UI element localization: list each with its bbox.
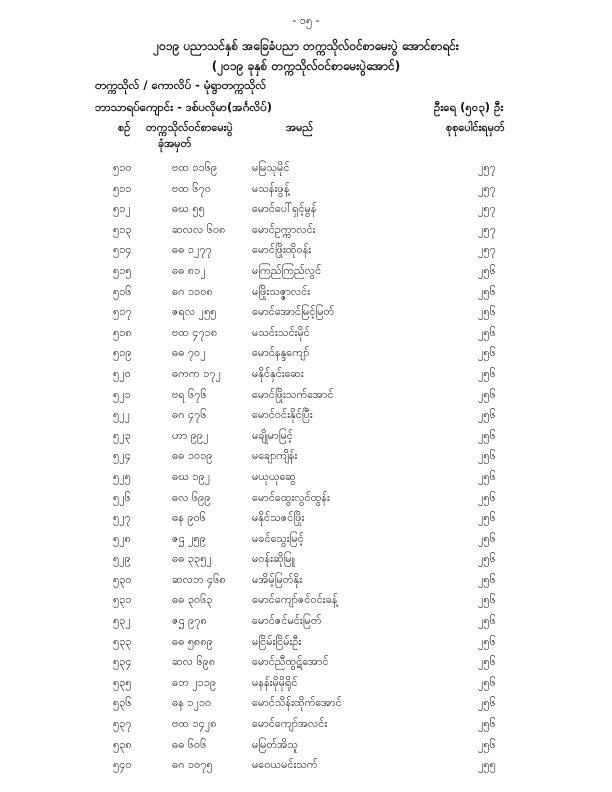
row-marks: ၂၅၆ <box>478 490 496 504</box>
table-row <box>0 220 612 241</box>
table-row <box>0 570 612 591</box>
document-subtitle: (၂၀၁၉ ခုနှစ် တက္ကသိုလ်ဝင်စာမေးပွဲအောင်) <box>211 59 401 73</box>
row-marks: ၂၅၆ <box>478 325 496 339</box>
row-name: မသန်းဖွန့် <box>252 181 290 195</box>
table-row <box>0 632 612 653</box>
column-header-no: စဉ် <box>118 121 131 134</box>
subject-label: ဘာသာရပ်ကျောင်း - ဒစ်ပလိုမာ(အင်္ဂလိပ်) <box>95 100 273 114</box>
row-name: မောင်ဝင်းနိုင်ပြီး <box>252 408 313 422</box>
row-name: မောင်နန္ဒကျော် <box>252 346 310 360</box>
row-registration: ဓဓ ၁၂၇၇ <box>172 243 212 257</box>
table-row <box>0 693 612 714</box>
row-marks: ၂၅၆ <box>478 387 496 401</box>
row-marks: ၂၅၆ <box>478 366 496 380</box>
row-registration: ဓန ၁၂၁၀ <box>172 696 212 710</box>
row-marks: ၂၅၅ <box>478 758 496 772</box>
row-name: မနိုင်နှင်းဆေး <box>252 366 304 380</box>
row-registration: ဗထ ၆၇၀ <box>172 181 211 195</box>
row-number: ၅၂၁ <box>113 387 131 401</box>
row-registration: ဓလ ၆၉၉ <box>172 490 211 504</box>
row-registration: ဆလလ ၆၀၈ <box>172 222 226 236</box>
document-title: ၂၀၁၉ ပညာသင်နှစ် အခြေခံပညာ တက္ကသိုလ်ဝင်စာမေးပွဲ အောင်စာရင်း <box>153 39 459 53</box>
row-number: ၅၃၇ <box>113 717 132 731</box>
row-marks: ၂၅၆ <box>478 737 496 751</box>
row-name: မသင်းသင်းမိုင် <box>252 325 310 339</box>
row-number: ၅၁၈ <box>113 325 132 339</box>
table-row <box>0 426 612 447</box>
table-row <box>0 467 612 488</box>
row-number: ၅၂၅ <box>113 469 131 483</box>
row-name: မောင်ဇင်မင်းမြတ် <box>252 614 322 628</box>
table-row <box>0 343 612 364</box>
row-marks: ၂၅၆ <box>478 346 496 360</box>
table-row <box>0 158 612 179</box>
row-number: ၅၁၉ <box>113 346 132 360</box>
table-row <box>0 673 612 694</box>
table-row <box>0 302 612 323</box>
row-registration: ဓကက ၁၇၂ <box>172 366 221 380</box>
column-header-name: အမည် <box>286 121 314 134</box>
row-marks: ၂၅၆ <box>478 593 496 607</box>
row-marks: ၂၅၆ <box>478 449 496 463</box>
table-row <box>0 652 612 673</box>
row-marks: ၂၅၆ <box>478 305 496 319</box>
row-name: မခင်သွေးမြင့် <box>252 531 304 545</box>
table-row <box>0 405 612 426</box>
row-registration: ဓဓ ၆၀၆ <box>172 737 207 751</box>
row-number: ၅၁၄ <box>113 243 132 257</box>
row-marks: ၂၅၇ <box>478 243 496 257</box>
row-registration: ဆလဘ ၄၆၈ <box>172 572 226 586</box>
row-registration: ဗထ ၁၁၆၉ <box>172 161 218 174</box>
row-name: မနိုင်သဇင်ဖြိုး <box>252 511 305 525</box>
row-registration: ဇရလ ၂၅၅ <box>172 305 217 319</box>
table-row <box>0 590 612 611</box>
row-name: မောင်ဖြိုးထိုဝန်း <box>252 243 312 257</box>
row-number: ၅၃၄ <box>113 655 132 669</box>
row-registration: ဓဓ ၇၀၂ <box>172 346 206 360</box>
row-name: မဝန်းဆိုမြူ <box>252 552 295 566</box>
row-name: မောင်ညီထွဋ်အောင် <box>252 655 329 669</box>
row-registration: ဓဘ ၂၁၁၉ <box>172 675 217 689</box>
row-marks: ၂၅၆ <box>478 696 496 710</box>
row-number: ၅၃၃ <box>113 634 132 648</box>
row-marks: ၂၅၆ <box>478 717 496 731</box>
row-number: ၅၂၈ <box>113 531 131 545</box>
table-row <box>0 755 612 776</box>
table-row <box>0 446 612 467</box>
row-registration: ဓဃ ၁၉၂ <box>172 469 211 483</box>
row-number: ၅၃၀ <box>113 572 132 586</box>
row-name: မချောကျိန်း <box>252 449 298 463</box>
column-header-reg: တက္ကသိုလ်ဝင်စာမေးပွဲ <box>146 121 233 134</box>
table-row <box>0 508 612 529</box>
row-marks: ၂၅၆ <box>478 511 496 525</box>
row-registration: ဓဂ ၁၀၇၅ <box>172 758 213 772</box>
table-row <box>0 323 612 344</box>
row-marks: ၂၅၆ <box>478 572 496 586</box>
row-name: မောင်အောင်မြင့်မြတ် <box>252 305 335 319</box>
row-number: ၅၃၅ <box>113 675 132 689</box>
row-registration: ဓဃ ၅၅ <box>172 202 205 216</box>
row-registration: ဗထ ၁၄၂၈ <box>172 717 217 731</box>
row-registration: ဓဂ ၁၁၀၈ <box>172 284 213 298</box>
row-marks: ၂၅၆ <box>478 634 496 648</box>
row-name: မကြည်ကြည်လွင် <box>252 263 322 277</box>
row-number: ၅၁၃ <box>113 222 132 236</box>
row-name: မမြသုမိုင် <box>252 161 290 174</box>
row-number: ၅၃၂ <box>113 614 131 628</box>
row-number: ၅၂၆ <box>113 490 131 504</box>
row-number: ၅၄၀ <box>113 758 132 772</box>
table-row <box>0 199 612 220</box>
row-registration: ဓဂ ၄၇၆ <box>172 408 207 422</box>
row-number: ၅၁၇ <box>113 305 132 319</box>
row-marks: ၂၅၆ <box>478 614 496 628</box>
table-row <box>0 282 612 303</box>
row-registration: ဟာ ၉၉၂ <box>172 428 209 442</box>
column-header-marks: စုစုပေါင်းရမှတ် <box>446 121 505 134</box>
row-number: ၅၁၀ <box>113 161 132 174</box>
row-marks: ၂၅၆ <box>478 263 496 277</box>
row-number: ၅၃၁ <box>113 593 132 607</box>
row-name: မောင်ပေါ်ရှင့်မွန် <box>252 202 317 216</box>
table-row <box>0 261 612 282</box>
row-name: မငြိမ်းငြိမ်းဦး <box>252 634 302 648</box>
row-name: မောင်ဖြိုးသက်အောင် <box>252 387 334 401</box>
row-marks: ၂၅၆ <box>478 284 496 298</box>
row-name: မအိမ့်မြတ်နိုး <box>252 572 302 586</box>
row-number: ၅၁၆ <box>113 284 132 298</box>
row-marks: ၂၅၆ <box>478 408 496 422</box>
row-number: ၅၁၅ <box>113 263 132 277</box>
row-registration: ဓဓ ၃၃၅၂ <box>172 552 212 566</box>
table-row <box>0 611 612 632</box>
row-registration: ဇဌ ၂၅၉ <box>172 531 206 545</box>
table-row <box>0 714 612 735</box>
row-marks: ၂၅၆ <box>478 428 496 442</box>
row-marks: ၂၅၆ <box>478 675 496 689</box>
table-row <box>0 179 612 200</box>
row-marks: ၂၅၆ <box>478 655 496 669</box>
row-marks: ၂၅၇ <box>478 202 496 216</box>
table-row <box>0 529 612 550</box>
total-count: ဦးရေ (၅၀၃) ဦး <box>434 100 504 114</box>
row-marks: ၂၅၇ <box>478 181 496 195</box>
row-number: ၅၁၂ <box>113 202 131 216</box>
row-registration: ဓန ၉၀၆ <box>172 511 206 525</box>
column-header-reg-sub: ခုံအမှတ် <box>158 137 192 150</box>
row-registration: ဓဓ ၃၀၆၃ <box>172 593 213 607</box>
row-number: ၅၂၉ <box>113 552 131 566</box>
table-row <box>0 364 612 385</box>
results-table <box>0 158 612 776</box>
row-number: ၅၃၆ <box>113 696 132 710</box>
row-registration: ဓဓ ၅၈၈၉ <box>172 634 213 648</box>
row-number: ၅၁၁ <box>113 181 132 195</box>
page-number: - ၁၅ - <box>292 14 320 27</box>
row-marks: ၂၅၇ <box>478 222 496 236</box>
row-name: မောင်သိန်းထိုက်အောင် <box>252 696 342 710</box>
row-number: ၅၂၂ <box>113 408 130 422</box>
row-registration: ဓဓ ၈၁၂ <box>172 263 206 277</box>
row-number: ၅၂၀ <box>113 366 131 380</box>
row-marks: ၂၅၆ <box>478 552 496 566</box>
table-row <box>0 240 612 261</box>
table-row <box>0 385 612 406</box>
row-marks: ၂၅၆ <box>478 531 496 545</box>
row-name: မောင်ကျော်အလင်း <box>252 717 328 731</box>
row-marks: ၂၅၇ <box>478 161 496 174</box>
row-registration: ဆလ ၆၉၈ <box>172 655 216 669</box>
row-name: မမြတ်အိသူ <box>252 737 298 751</box>
row-number: ၅၂၄ <box>113 449 131 463</box>
row-name: မဖြိုးသဇ္ဇာလင်း <box>252 284 311 298</box>
row-number: ၅၂၃ <box>113 428 131 442</box>
row-registration: ဓဓ ၁၀၁၉ <box>172 449 213 463</box>
row-name: မနန်းမိုမိုရိုင် <box>252 675 298 689</box>
row-name: မချိုမာမြင့် <box>252 428 293 442</box>
table-row <box>0 549 612 570</box>
row-name: မောင်ကျော်ဇင်ဝင်းခန့် <box>252 593 338 607</box>
row-registration: ဗထ ၄၇၁၈ <box>172 325 218 339</box>
row-number: ၅၂၇ <box>113 511 131 525</box>
row-name: မောင်ထွေးလွင်ထွန်း <box>252 490 330 504</box>
table-row <box>0 488 612 509</box>
row-registration: ဇဌ ၉၇၈ <box>172 614 207 628</box>
row-registration: ဗရ ၆၇၆ <box>172 387 207 401</box>
row-number: ၅၃၈ <box>113 737 132 751</box>
table-row <box>0 735 612 756</box>
row-name: မယုယုဆွေ <box>252 469 296 483</box>
row-name: မောင်ဥက္ကာလင်း <box>252 222 316 236</box>
university-label: တက္ကသိုလ် / ကောလိပ် - မုံရွာတက္ကသိုလ် <box>95 78 267 92</box>
row-name: မဝေယမင်းသက် <box>252 758 318 772</box>
row-marks: ၂၅၆ <box>478 469 496 483</box>
